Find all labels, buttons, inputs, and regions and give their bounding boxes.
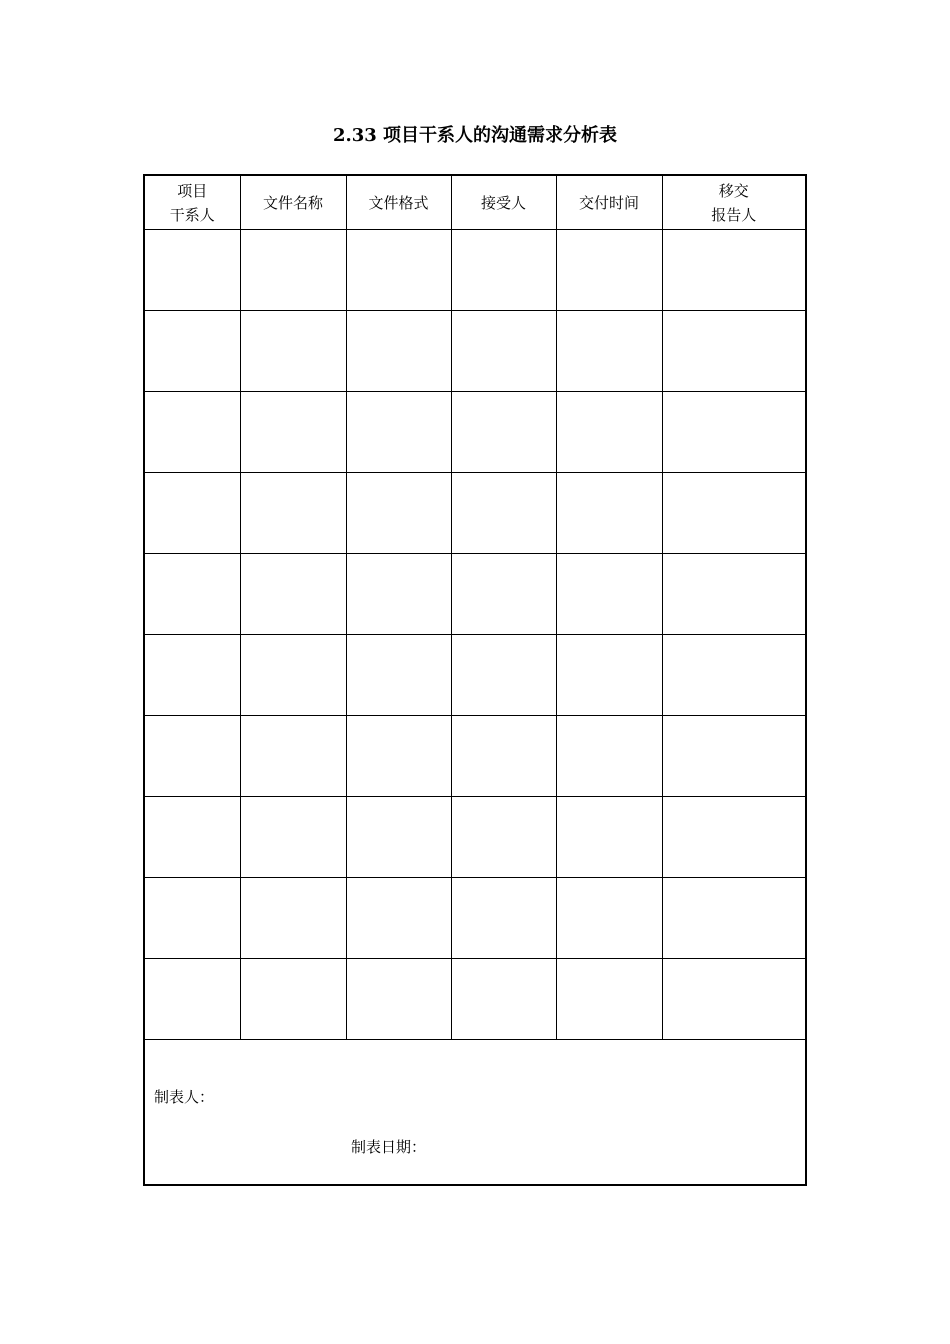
header-file-name [240, 175, 346, 230]
cell-file-format[interactable] [346, 554, 451, 635]
table-row [144, 230, 806, 311]
table-row [144, 716, 806, 797]
cell-handover-reporter[interactable] [662, 554, 806, 635]
cell-file-name[interactable] [240, 392, 346, 473]
cell-stakeholder[interactable] [144, 311, 240, 392]
cell-delivery-time[interactable] [556, 716, 662, 797]
footer-cell[interactable] [144, 1040, 806, 1186]
cell-delivery-time[interactable] [556, 554, 662, 635]
cell-handover-reporter[interactable] [662, 473, 806, 554]
header-recipient-label: 接受人 [480, 193, 526, 212]
table-row [144, 878, 806, 959]
cell-recipient[interactable] [451, 230, 556, 311]
cell-file-name[interactable] [240, 230, 346, 311]
date-label: 制表日期： [351, 1138, 427, 1156]
header-delivery-time-label: 交付时间 [578, 193, 639, 212]
cell-file-format[interactable] [346, 878, 451, 959]
cell-delivery-time[interactable] [556, 959, 662, 1040]
cell-file-name[interactable] [240, 473, 346, 554]
cell-file-format[interactable] [346, 473, 451, 554]
header-stakeholder-line-1: 项目 [177, 181, 208, 200]
header-file-name-label: 文件名称 [262, 193, 323, 212]
table-row [144, 797, 806, 878]
cell-stakeholder[interactable] [144, 473, 240, 554]
header-recipient [451, 175, 556, 230]
cell-file-name[interactable] [240, 554, 346, 635]
cell-recipient[interactable] [451, 797, 556, 878]
cell-recipient[interactable] [451, 554, 556, 635]
cell-handover-reporter[interactable] [662, 959, 806, 1040]
header-stakeholder [144, 175, 240, 230]
cell-stakeholder[interactable] [144, 716, 240, 797]
cell-file-format[interactable] [346, 716, 451, 797]
cell-recipient[interactable] [451, 635, 556, 716]
cell-handover-reporter[interactable] [662, 635, 806, 716]
cell-recipient[interactable] [451, 473, 556, 554]
cell-file-name[interactable] [240, 959, 346, 1040]
cell-file-name[interactable] [240, 878, 346, 959]
cell-stakeholder[interactable] [144, 230, 240, 311]
cell-stakeholder[interactable] [144, 554, 240, 635]
cell-stakeholder[interactable] [144, 797, 240, 878]
cell-recipient[interactable] [451, 878, 556, 959]
header-handover-reporter-line-2: 报告人 [711, 205, 757, 224]
cell-file-name[interactable] [240, 716, 346, 797]
cell-file-format[interactable] [346, 392, 451, 473]
page-title: 2.33 项目干系人的沟通需求分析表 [332, 125, 618, 146]
cell-stakeholder[interactable] [144, 635, 240, 716]
table-row [144, 554, 806, 635]
header-handover-reporter [662, 175, 806, 230]
cell-file-format[interactable] [346, 311, 451, 392]
cell-file-name[interactable] [240, 797, 346, 878]
cell-stakeholder[interactable] [144, 959, 240, 1040]
cell-delivery-time[interactable] [556, 878, 662, 959]
communication-needs-table [143, 174, 807, 1186]
table-row [144, 959, 806, 1040]
cell-file-name[interactable] [240, 635, 346, 716]
cell-handover-reporter[interactable] [662, 878, 806, 959]
cell-delivery-time[interactable] [556, 473, 662, 554]
table-header-row [144, 175, 806, 230]
cell-handover-reporter[interactable] [662, 716, 806, 797]
cell-handover-reporter[interactable] [662, 797, 806, 878]
cell-delivery-time[interactable] [556, 311, 662, 392]
header-stakeholder-line-2: 干系人 [169, 205, 215, 224]
cell-stakeholder[interactable] [144, 392, 240, 473]
cell-recipient[interactable] [451, 311, 556, 392]
cell-file-format[interactable] [346, 635, 451, 716]
cell-recipient[interactable] [451, 716, 556, 797]
cell-delivery-time[interactable] [556, 635, 662, 716]
table-row [144, 392, 806, 473]
header-file-format [346, 175, 451, 230]
cell-recipient[interactable] [451, 392, 556, 473]
cell-delivery-time[interactable] [556, 797, 662, 878]
cell-handover-reporter[interactable] [662, 311, 806, 392]
maker-label: 制表人： [154, 1088, 215, 1106]
header-delivery-time [556, 175, 662, 230]
cell-delivery-time[interactable] [556, 230, 662, 311]
cell-handover-reporter[interactable] [662, 230, 806, 311]
cell-file-format[interactable] [346, 959, 451, 1040]
cell-file-format[interactable] [346, 230, 451, 311]
table-row [144, 473, 806, 554]
header-file-format-label: 文件格式 [368, 193, 429, 212]
cell-delivery-time[interactable] [556, 392, 662, 473]
table-row [144, 635, 806, 716]
cell-file-name[interactable] [240, 311, 346, 392]
table-row [144, 311, 806, 392]
cell-recipient[interactable] [451, 959, 556, 1040]
header-handover-reporter-line-1: 移交 [718, 181, 749, 200]
table-footer-row [144, 1040, 806, 1186]
cell-stakeholder[interactable] [144, 878, 240, 959]
cell-file-format[interactable] [346, 797, 451, 878]
cell-handover-reporter[interactable] [662, 392, 806, 473]
